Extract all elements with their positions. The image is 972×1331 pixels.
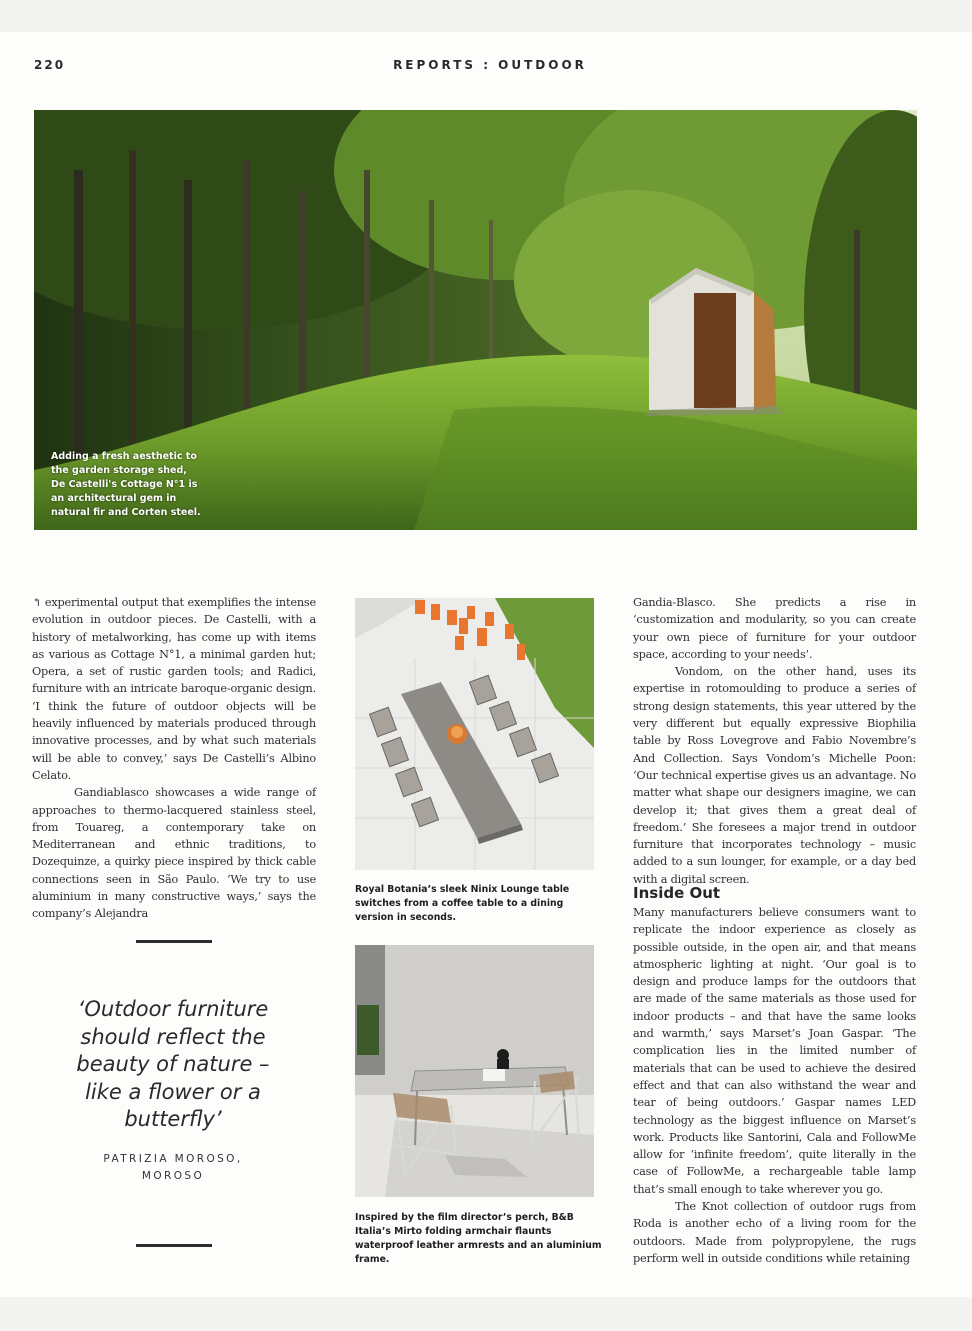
body-column-3 (633, 594, 916, 888)
paragraph: Vondom, on the other hand, uses its expertise in rotomoulding to produce a series of strong design statements, this year uttered by the very different but equally expressive Biophilia table by Ross Lovegrove and Fabio Novembre’s And Collection. Says Vondom’s Michelle Poon: ‘Our technical expertise gives us an advantage. No matter what shape our designers imagine, we can develop it; that gives them a great deal of freedom.’ She foresees a major trend in outdoor furniture that incorporates technology – music added to a sun lounger, for example, or a day bed with a digital screen. (633, 665, 916, 886)
subheading: Inside Out (633, 884, 721, 902)
bottom-margin (0, 1297, 972, 1331)
photo1-caption: Royal Botania’s sleek Ninix Lounge table switches from a coffee table to a dining version in seconds. (355, 884, 570, 923)
page-number: 220 (34, 58, 66, 72)
armchair-illustration (355, 945, 594, 1197)
paragraph: Gandiablasco showcases a wide range of approaches to thermo-lacquered stainless steel, from Touareg, a contemporary take on Mediterranean and ethnic traditions, to Dozequinze, a quirky piece inspired by thick cable connections seen in São Paulo. ‘We try to use aluminium in many constructive ways,’ says the company’s Alejandra (32, 786, 316, 921)
paragraph: Gandia-Blasco. She predicts a rise in ‘customization and modularity, so you can create your own piece of furniture for your outdoor space, according to your needs’. (633, 596, 916, 661)
paragraph: ↰ experimental output that exemplifies the intense evolution in outdoor pieces. De Castelli, with a history of metalworking, has come up with items as various as Cottage N°1, a minimal garden hut; Opera, a set of rustic garden tools; and Radici, furniture with an intricate baroque-organic design. ‘I think the future of outdoor objects will be heavily influenced by materials produced through innovative processes, and by what such materials will be able to convey,’ says De Castelli’s Albino Celato. (32, 596, 316, 782)
quote-rule-bottom (136, 1244, 212, 1247)
paragraph: The Knot collection of outdoor rugs from Roda is another echo of a living room for the outdoors. Made from polypropylene, the rugs perform well in outside conditions while retaining (633, 1200, 916, 1265)
body-column-1 (32, 594, 316, 923)
top-margin (0, 0, 972, 32)
quote-rule-top (136, 940, 212, 943)
photo2-caption: Inspired by the film director’s perch, B&B Italia’s Mirto folding armchair flaunts waterproof leather armrests and an aluminium frame. (355, 1212, 602, 1265)
body-column-3-continued (633, 904, 916, 1267)
ninix-table-photo (355, 598, 594, 870)
quote-attribution-company: MOROSO (141, 1170, 205, 1182)
pull-quote: ‘Outdoor furniture should reflect the beauty of nature – like a flower or a butterfly’ (76, 997, 270, 1131)
mirto-armchair-photo (355, 945, 594, 1197)
dining-table-illustration (355, 598, 594, 870)
hero-photo (34, 110, 917, 530)
section-header: REPORTS : OUTDOOR (393, 58, 587, 72)
paragraph: Many manufacturers believe consumers want to replicate the indoor experience as closely as possible outside, in the open air, and that means atmospheric lighting at night. ‘Our goal is to design and produce lamps for the outdoors that are made of the same materials as those used for indoor products – and that have the same looks and warmth,’ says Marset’s Joan Gaspar. ‘The complication lies in the limited number of materials that can be used to achieve the desired effect and that can also withstand the wear and tear of being outdoors.’ Gaspar names LED technology as the biggest influence on Marset’s work. Products like Santorini, Cala and FollowMe allow for ‘infinite freedom’, quite literally in the case of FollowMe, a rechargeable table lamp that’s small enough to take wherever you go. (633, 906, 916, 1196)
quote-attribution-name: PATRIZIA MOROSO, (103, 1153, 243, 1165)
hero-caption: Adding a fresh aesthetic to the garden storage shed, De Castelli's Cottage N°1 is an architectural gem in natural fir and Corten steel. (51, 451, 201, 518)
